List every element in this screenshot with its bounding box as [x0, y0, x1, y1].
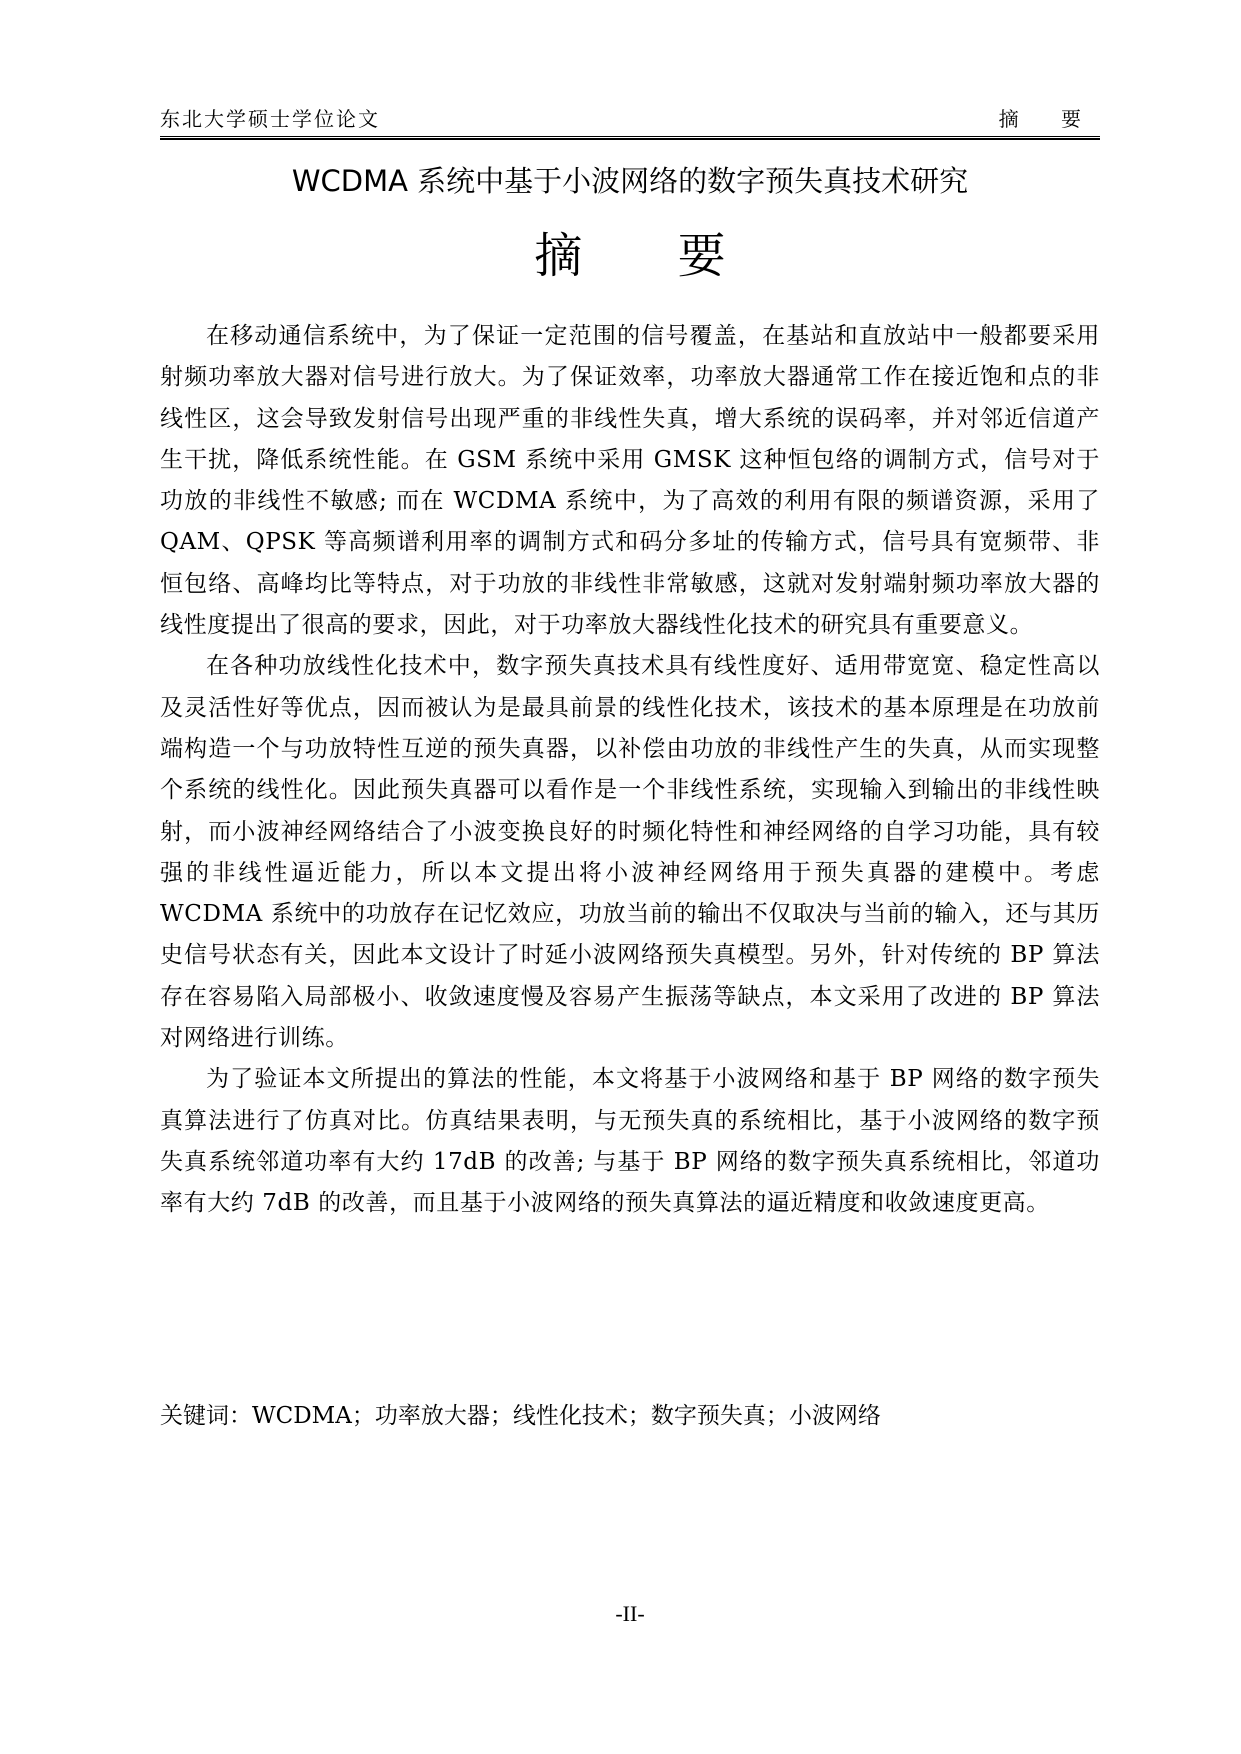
abstract-paragraph-1: 在移动通信系统中，为了保证一定范围的信号覆盖，在基站和直放站中一般都要采用射频功率放大器对信号进行放大。为了保证效率，功率放大器通常工作在接近饱和点的非线性区，这会导致发射信号出现严重的非线性失真，增大系统的误码率，并对邻近信道产生干扰，降低系统性能。在 GSM 系统中采用 GMSK 这种恒包络的调制方式，信号对于功放的非线性不敏感; 而在 WCDMA 系统中，为了高效的利用有限的频谱资源，采用了 QAM、QPSK 等高频谱利用率的调制方式和码分多址的传输方式，信号具有宽频带、非恒包络、高峰均比等特点，对于功放的非线性非常敏感，这就对发射端射频功率放大器的线性度提出了很高的要求，因此，对于功率放大器线性化技术的研究具有重要意义。: [160, 323, 1100, 639]
keywords-label: 关键词：: [160, 1403, 252, 1429]
running-header-section: 摘 要: [998, 107, 1099, 131]
abstract-paragraph-2: 在各种功放线性化技术中，数字预失真技术具有线性度好、适用带宽宽、稳定性高以及灵活性好等优点，因而被认为是最具前景的线性化技术，该技术的基本原理是在功放前端构造一个与功放特性互逆的预失真器，以补偿由功放的非线性产生的失真，从而实现整个系统的线性化。因此预失真器可以看作是一个非线性系统，实现输入到输出的非线性映射，而小波神经网络结合了小波变换良好的时频化特性和神经网络的自学习功能，具有较强的非线性逼近能力，所以本文提出将小波神经网络用于预失真器的建模中。考虑 WCDMA 系统中的功放存在记忆效应，功放当前的输出不仅取决与当前的输入，还与其历史信号状态有关，因此本文设计了时延小波网络预失真模型。另外，针对传统的 BP 算法存在容易陷入局部极小、收敛速度慢及容易产生振荡等缺点，本文采用了改进的 BP 算法对网络进行训练。: [160, 653, 1100, 1052]
abstract-heading: 摘 要: [534, 228, 766, 284]
abstract-paragraph-3: 为了验证本文所提出的算法的性能，本文将基于小波网络和基于 BP 网络的数字预失真算法进行了仿真对比。仿真结果表明，与无预失真的系统相比，基于小波网络的数字预失真系统邻道功率有大约 17dB 的改善; 与基于 BP 网络的数字预失真系统相比，邻道功率有大约 7dB 的改善，而且基于小波网络的预失真算法的逼近精度和收敛速度更高。: [160, 1066, 1100, 1217]
page-number: -II-: [615, 1601, 645, 1626]
thesis-title: WCDMA 系统中基于小波网络的数字预失真技术研究: [291, 164, 969, 198]
running-header-university: 东北大学硕士学位论文: [160, 107, 380, 131]
keywords-list: WCDMA；功率放大器；线性化技术；数字预失真；小波网络: [252, 1403, 881, 1429]
keywords-line: [160, 1400, 1100, 1432]
header-divider-thin: [160, 136, 1100, 137]
abstract-body: [160, 316, 1100, 1225]
header-divider-thick: [160, 138, 1100, 140]
